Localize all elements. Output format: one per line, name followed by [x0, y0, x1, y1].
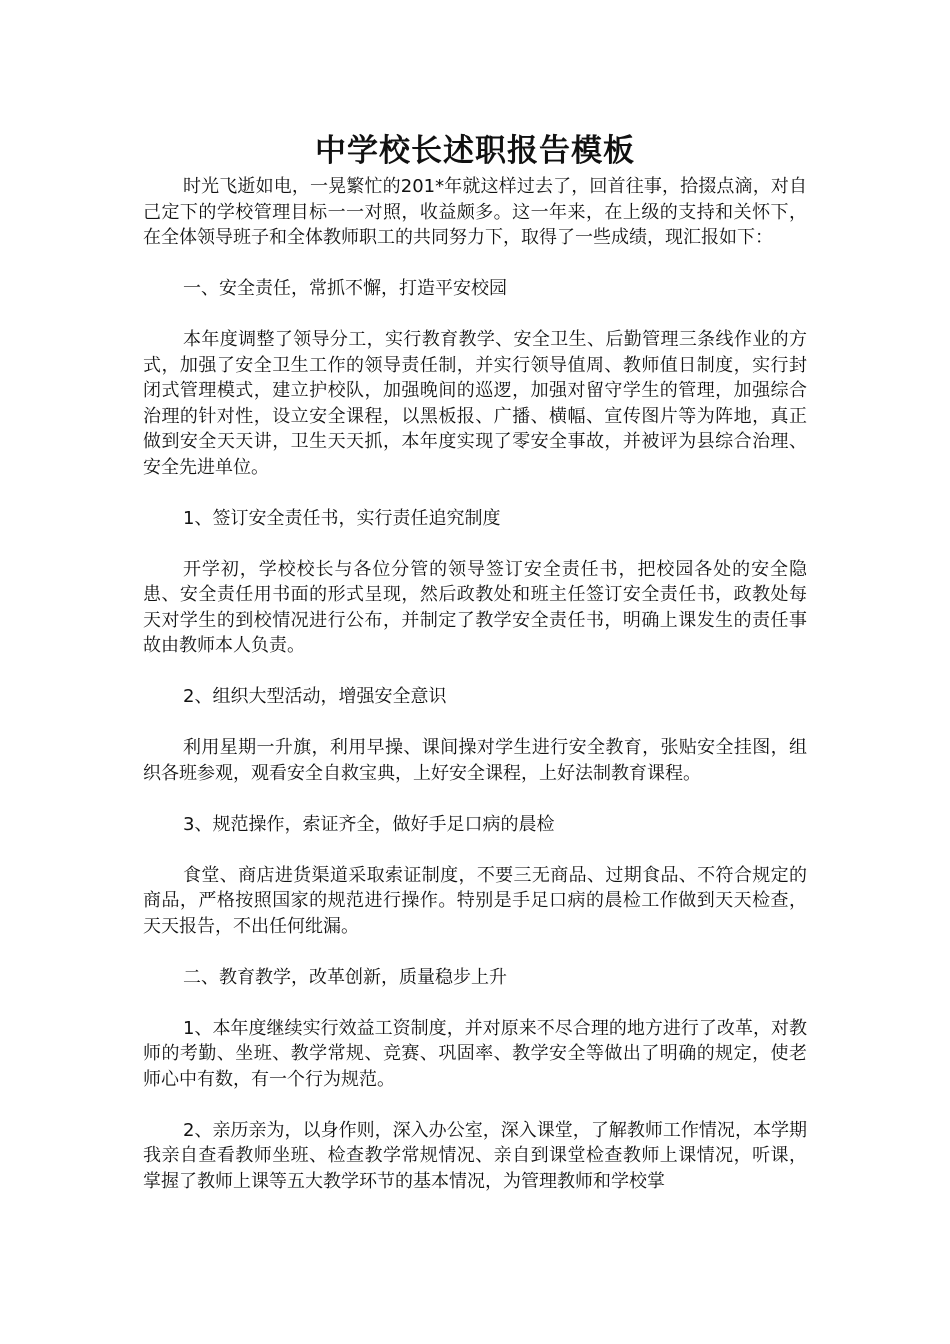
paragraph-spacer [143, 251, 807, 277]
safety-paragraph: 本年度调整了领导分工，实行教育教学、安全卫生、后勤管理三条线作业的方式，加强了安全卫生工作的领导责任制，并实行领导值周、教师值日制度，实行封闭式管理模式，建立护校队，加强晚间的巡逻，加强对留守学生的管理，加强综合治理的针对性，设立安全课程，以黑板报、广播、横幅、宣传图片等为阵地，真正做到安全天天讲，卫生天天抓，本年度实现了零安全事故，并被评为县综合治理、安全先进单位。 [143, 329, 807, 478]
paragraph-spacer [143, 480, 807, 506]
paragraph-spacer [143, 939, 807, 965]
section-heading-teaching: 二、教育教学，改革创新，质量稳步上升 [183, 966, 507, 988]
document-page [143, 128, 807, 1194]
paragraph-spacer [143, 990, 807, 1016]
subheading-responsibility: 1、签订安全责任书，实行责任追究制度 [183, 507, 501, 529]
paragraph-spacer [143, 837, 807, 863]
subheading-activities: 2、组织大型活动，增强安全意识 [183, 686, 447, 707]
teaching-paragraph-2: 2、亲历亲为，以身作则，深入办公室，深入课堂，了解教师工作情况，本学期我亲自查看教师坐班、检查教学常规情况、亲自到课堂检查教师上课情况，听课，掌握了教师上课等五大教学环节的基本情况，为管理教师和学校掌 [143, 1119, 807, 1192]
paragraph-spacer [143, 659, 807, 685]
document-title: 中学校长述职报告模板 [315, 133, 635, 169]
paragraph-spacer [143, 786, 807, 812]
inspection-paragraph: 食堂、商店进货渠道采取索证制度，不要三无商品、过期食品、不符合规定的商品，严格按照国家的规范进行操作。特别是手足口病的晨检工作做到天天检查，天天报告，不出任何纰漏。 [143, 864, 807, 937]
paragraph-spacer [143, 710, 807, 736]
paragraph-spacer [143, 1092, 807, 1118]
intro-paragraph: 时光飞逝如电，一晃繁忙的201*年就这样过去了，回首往事，拾掇点滴，对自己定下的学校管理目标一一对照，收益颇多。这一年来，在上级的支持和关怀下，在全体领导班子和全体教师职工的共同努力下，取得了一些成绩，现汇报如下： [143, 176, 807, 248]
paragraph-spacer [143, 302, 807, 328]
responsibility-paragraph: 开学初，学校校长与各位分管的领导签订安全责任书，把校园各处的安全隐患、安全责任用书面的形式呈现，然后政教处和班主任签订安全责任书，政教处每天对学生的到校情况进行公布，并制定了教学安全责任书，明确上课发生的责任事故由教师本人负责。 [143, 558, 807, 656]
activities-paragraph: 利用星期一升旗，利用早操、课间操对学生进行安全教育，张贴安全挂图，组织各班参观，观看安全自救宝典，上好安全课程，上好法制教育课程。 [143, 737, 807, 784]
section-heading-safety: 一、安全责任，常抓不懈，打造平安校园 [183, 278, 507, 299]
teaching-paragraph-1: 1、本年度继续实行效益工资制度，并对原来不尽合理的地方进行了改革，对教师的考勤、坐班、教学常规、竞赛、巩固率、教学安全等做出了明确的规定，使老师心中有数，有一个行为规范。 [143, 1017, 807, 1090]
subheading-inspection: 3、规范操作，索证齐全，做好手足口病的晨检 [183, 813, 555, 835]
paragraph-spacer [143, 531, 807, 557]
